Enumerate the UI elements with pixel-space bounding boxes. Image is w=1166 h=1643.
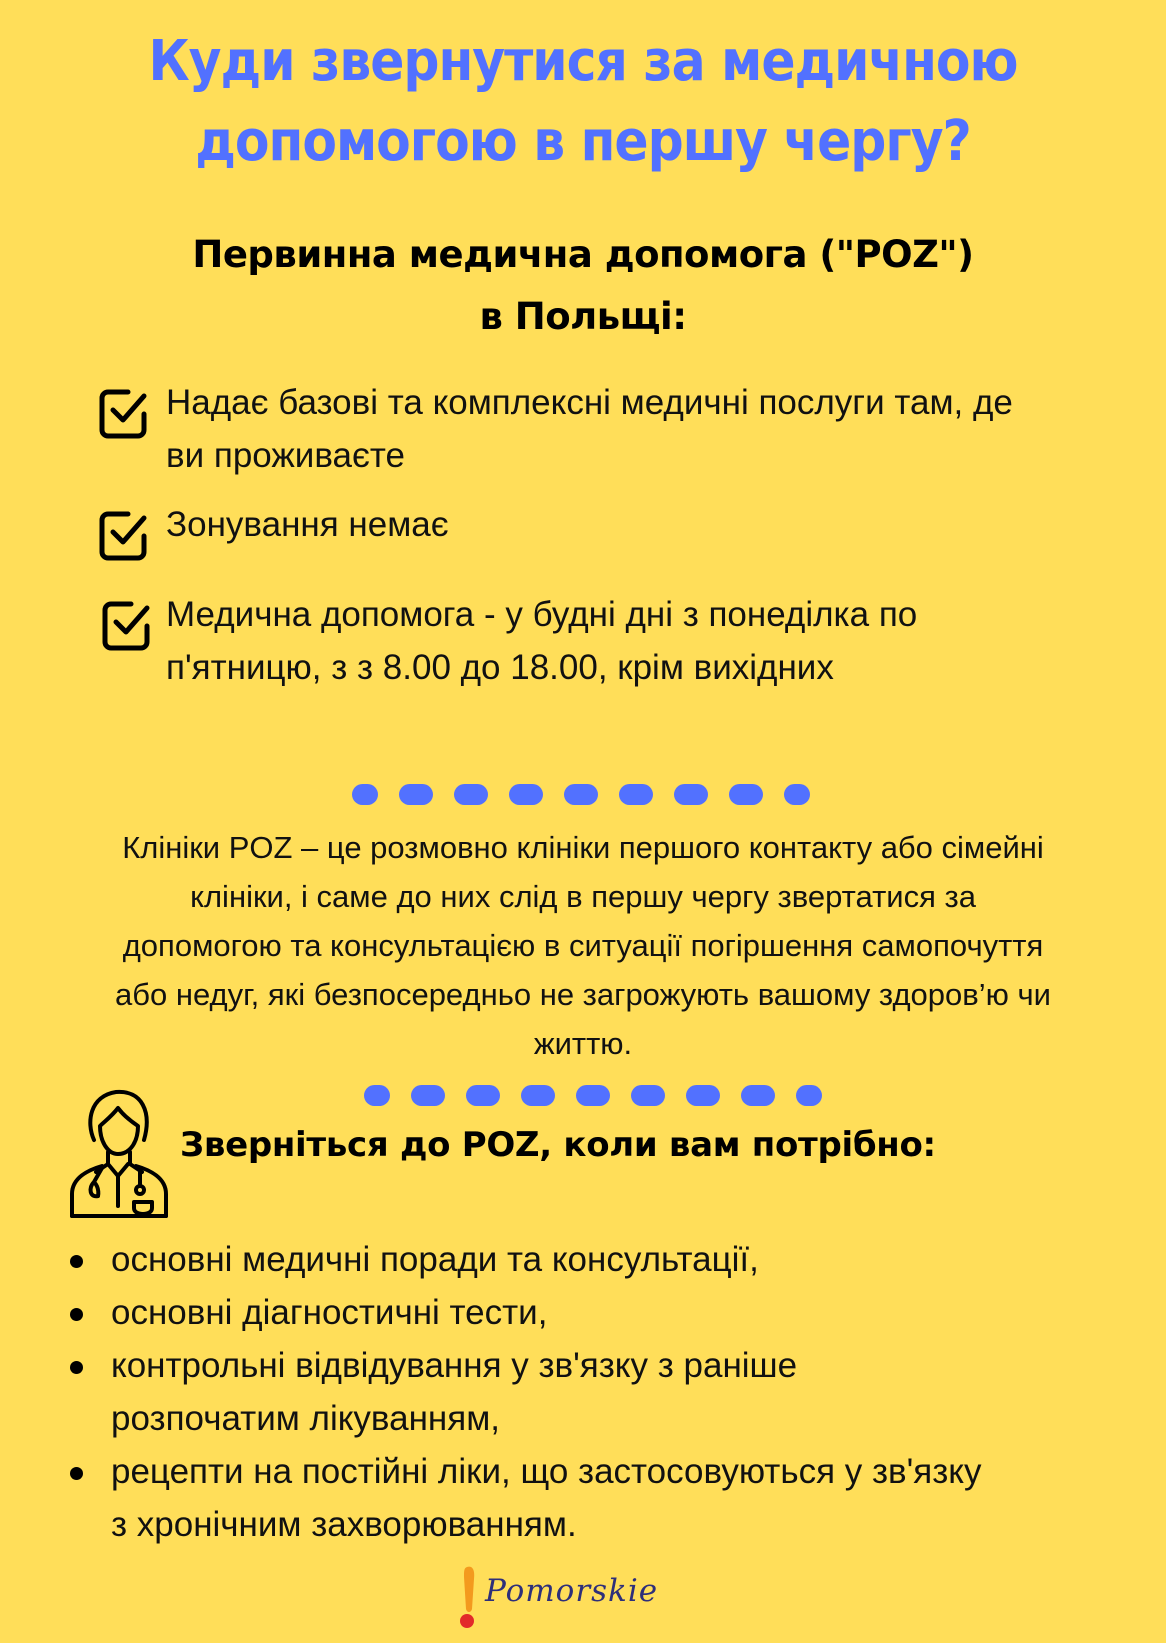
needs-list [60,1233,1141,1551]
paragraph-line: життю. [533,1026,633,1061]
divider-dot [352,784,378,805]
doctor-icon [68,1082,170,1222]
checkbox-icon [98,388,150,440]
checkbox-icon [101,600,153,652]
list-item [60,1233,1141,1286]
checklist-item [101,588,1096,694]
list-item-line: рецепти на постійні ліки, що застосовуються у зв'язку [111,1452,982,1491]
bullet-icon [70,1467,83,1480]
divider-dot [509,784,543,805]
divider-dot [674,784,708,805]
checklist-text-line: ви проживаєте [166,436,405,475]
subtitle-line-2: в Польщі: [479,295,687,338]
page-title [0,22,1166,182]
divider-dot [564,784,598,805]
list-item-line: основні діагностичні тести, [111,1293,548,1332]
callout-heading: Зверніться до POZ, коли вам потрібно: [180,1125,936,1165]
divider-dot [454,784,488,805]
divider-dot [631,1085,665,1106]
bullet-icon [70,1255,83,1268]
checklist-text [166,498,1096,551]
checkbox-icon [98,510,150,562]
list-item-line: з хронічним захворюванням. [111,1505,577,1544]
list-item [60,1339,1141,1445]
divider-dot [741,1085,775,1106]
title-line-2: допомогою в першу чергу? [195,109,971,174]
divider-dot [466,1085,500,1106]
list-item-line: основні медичні поради та консультації, [111,1240,759,1279]
divider-dot [399,784,433,805]
divider-dot [784,784,810,805]
logo-text: Pomorskie [485,1573,659,1609]
dotted-divider [352,784,831,805]
divider-dot [729,784,763,805]
divider-dot [576,1085,610,1106]
section-subtitle [0,224,1166,348]
checklist-text [166,588,1096,694]
dotted-divider [364,1085,843,1106]
subtitle-line-1: Первинна медична допомога ("POZ") [192,233,974,276]
divider-dot [364,1085,390,1106]
list-item [60,1445,1141,1551]
divider-dot [686,1085,720,1106]
checklist-item [98,376,1096,482]
info-paragraph [0,823,1166,1068]
checklist-text-line: Надає базові та комплексні медичні послуги там, де [166,383,1013,422]
list-item-line: контрольні відвідування у зв'язку з раніше [111,1346,798,1385]
paragraph-line: Клініки POZ – це розмовно клініки першого контакту або сімейні [122,830,1044,865]
bullet-icon [70,1361,83,1374]
checklist-text-line: п'ятницю, з з 8.00 до 18.00, крім вихідних [166,648,834,687]
title-line-1: Куди звернутися за медичною [148,29,1018,94]
paragraph-line: або недуг, які безпосередньо не загрожують вашому здоров’ю чи [115,977,1051,1012]
divider-dot [796,1085,822,1106]
divider-dot [411,1085,445,1106]
list-item-line: розпочатим лікуванням, [111,1399,500,1438]
divider-dot [521,1085,555,1106]
divider-dot [619,784,653,805]
pomorskie-logo [455,1565,659,1631]
checklist-item [98,498,1096,562]
checklist-text-line: Медична допомога - у будні дні з понеділка по [166,595,918,634]
list-item [60,1286,1141,1339]
paragraph-line: допомогою та консультацією в ситуації погіршення самопочуття [122,928,1044,963]
paragraph-line: клініки, і саме до них слід в першу чергу звертатися за [190,879,976,914]
bullet-icon [70,1308,83,1321]
checklist-text [166,376,1096,482]
checklist-text-line: Зонування немає [166,505,449,544]
exclamation-mark-icon [455,1565,485,1631]
